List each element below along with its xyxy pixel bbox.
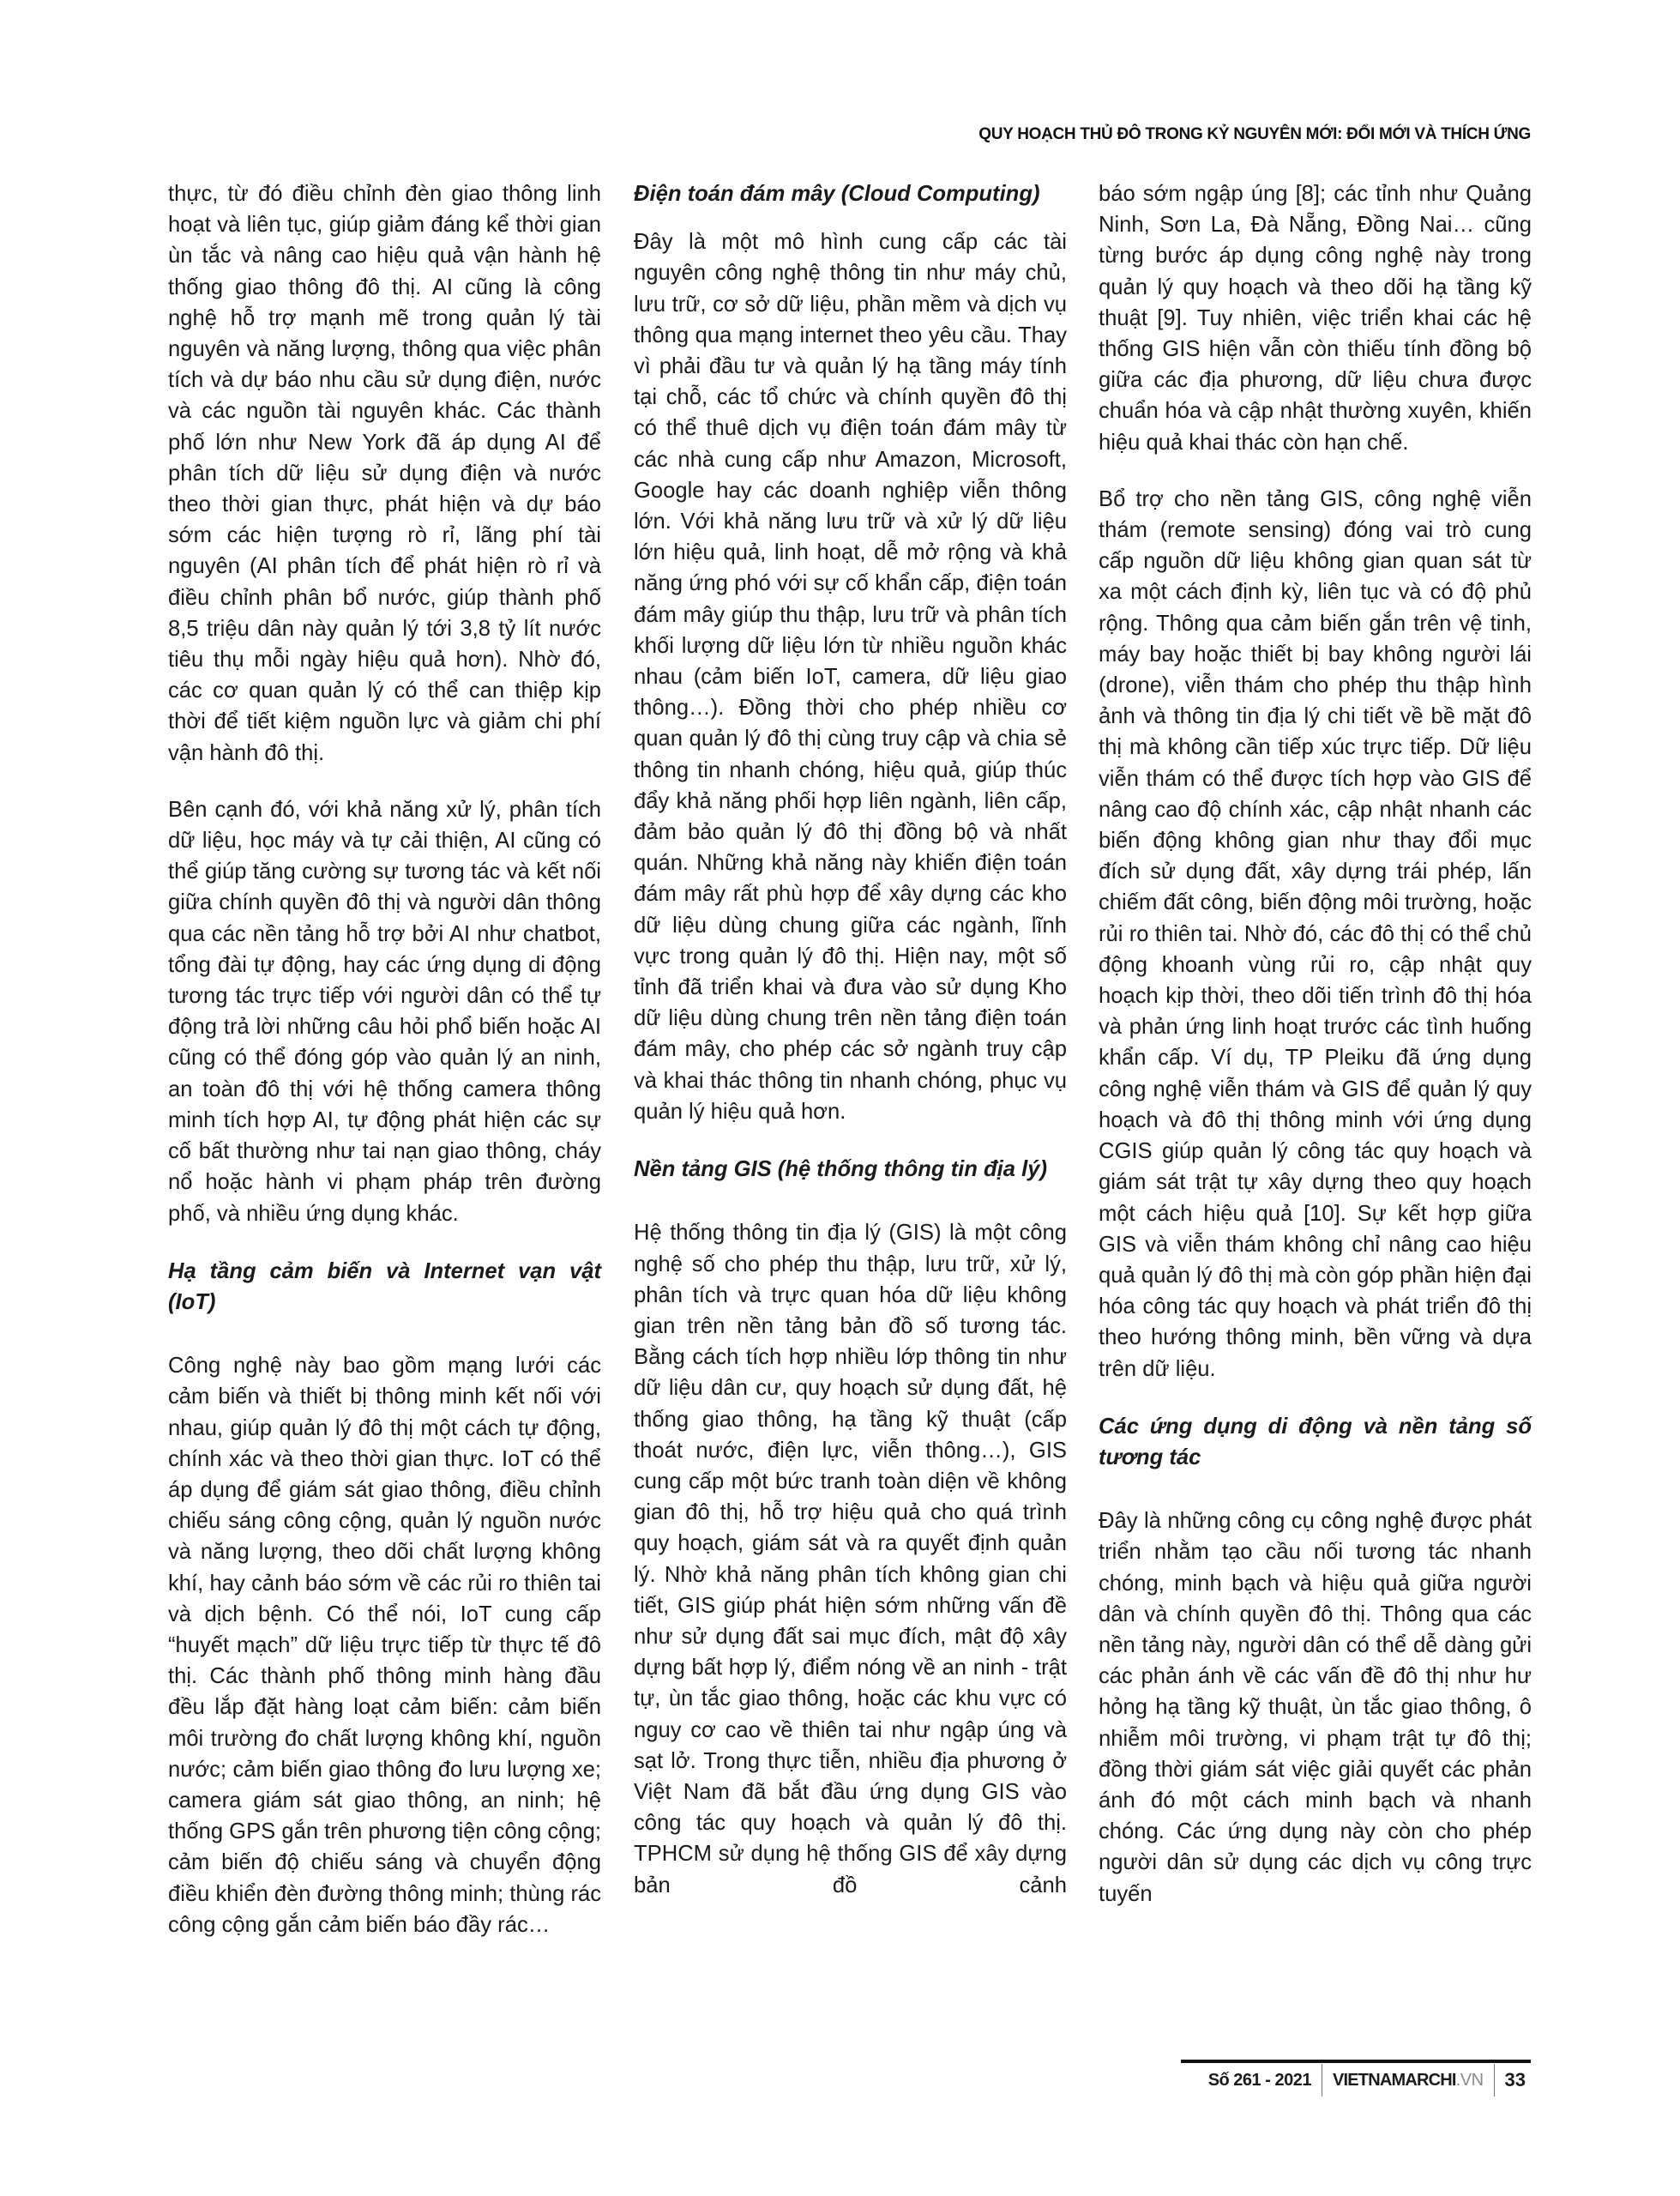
section-heading: Nền tảng GIS (hệ thống thông tin địa lý): [634, 1157, 1047, 1182]
paragraph: báo sớm ngập úng [8]; các tỉnh như Quảng Ninh, Sơn La, Đà Nẵng, Đồng Nai… cũng từng bước áp dụng công nghệ này trong quản lý quy hoạch và theo dõi hạ tầng kỹ thuật [9]. Tuy nhiên, việc triển khai các hệ thống GIS hiện vẫn còn thiếu tính đồng bộ giữa các địa phương, dữ liệu chưa được chuẩn hóa và cập nhật thường xuyên, khiến hiệu quả khai thác còn hạn chế.: [1099, 182, 1532, 455]
brand-name: VIETNAMARCHI: [1332, 2070, 1456, 2090]
paragraph: thực, từ đó điều chỉnh đèn giao thông linh hoạt và liên tục, giúp giảm đáng kể thời gian ùn tắc và nâng cao hiệu quả vận hành hệ thống giao thông đô thị. AI cũng là công nghệ hỗ trợ mạnh mẽ trong quản lý tài nguyên và năng lượng, thông qua việc phân tích và dự báo nhu cầu sử dụng điện, nước và các nguồn tài nguyên khác. Các thành phố lớn như New York đã áp dụng AI để phân tích dữ liệu sử dụng điện và nước theo thời gian thực, phát hiện và dự báo sớm các hiện tượng rò rỉ, lãng phí tài nguyên (AI phân tích để phát hiện rò rỉ và điều chỉnh phân bổ nước, giúp thành phố 8,5 triệu dân này quản lý tới 3,8 tỷ lít nước tiêu thụ mỗi ngày hiệu quả hơn). Nhờ đó, các cơ quan quản lý có thể can thiệp kịp thời để tiết kiệm nguồn lực và giảm chi phí vận hành đô thị.: [168, 182, 601, 765]
paragraph: Bổ trợ cho nền tảng GIS, công nghệ viễn thám (remote sensing) đóng vai trò cung cấp nguồn dữ liệu không gian quan sát từ xa một cách định kỳ, liên tục và có độ phủ rộng. Thông qua cảm biến gắn trên vệ tinh, máy bay hoặc thiết bị bay không người lái (drone), viễn thám cho phép thu thập hình ảnh và thông tin địa lý chi tiết về bề mặt đô thị mà không cần tiếp xúc trực tiếp. Dữ liệu viễn thám có thể được tích hợp vào GIS để nâng cao độ chính xác, cập nhật nhanh các biến động không gian như thay đổi mục đích sử dụng đất, xây dựng trái phép, lấn chiếm đất công, biến động môi trường, hoặc rủi ro thiên tai. Nhờ đó, các đô thị có thể chủ động khoanh vùng rủi ro, cập nhật quy hoạch kịp thời, theo dõi tiến trình đô thị hóa và phản ứng linh hoạt trước các tình huống khẩn cấp. Ví dụ, TP Pleiku đã ứng dụng công nghệ viễn thám và GIS để quản lý quy hoạch và đô thị thông minh với ứng dụng CGIS giúp quản lý công tác quy hoạch và giám sát trật tự xây dựng theo quy hoạch một cách hiệu quả [10]. Sự kết hợp giữa GIS và viễn thám không chỉ nâng cao hiệu quả quản lý đô thị mà còn góp phần hiện đại hóa công tác quy hoạch và phát triển đô thị theo hướng thông minh, bền vững và dựa trên dữ liệu.: [1099, 486, 1532, 1381]
page-footer: [1181, 2060, 1531, 2097]
text-column-3: [1099, 178, 1532, 1909]
issue-number: Số 261 - 2021: [1207, 2070, 1311, 2090]
brand-suffix: .VN: [1455, 2070, 1484, 2090]
section-heading: Các ứng dụng di động và nền tảng số tương tác: [1099, 1414, 1532, 1469]
text-column-1: [168, 178, 601, 1940]
paragraph: Bên cạnh đó, với khả năng xử lý, phân tích dữ liệu, học máy và tự cải thiện, AI cũng có thể giúp tăng cường sự tương tác và kết nối giữa chính quyền đô thị và người dân thông qua các nền tảng hỗ trợ bởi AI như chatbot, tổng đài tự động, hay các ứng dụng di động tương tác trực tiếp với người dân có thể tự động trả lời những câu hỏi phổ biến hoặc AI cũng có thể đóng góp vào quản lý an ninh, an toàn đô thị với hệ thống camera thông minh tích hợp AI, tự động phát hiện các sự cố bất thường như tai nạn giao thông, cháy nổ hoặc hành vi phạm pháp trên đường phố, và nhiều ứng dụng khác.: [168, 797, 601, 1226]
paragraph: Đây là những công cụ công nghệ được phát triển nhằm tạo cầu nối tương tác nhanh chóng, minh bạch và hiệu quả giữa người dân và chính quyền đô thị. Thông qua các nền tảng này, người dân có thể dễ dàng gửi các phản ánh về các vấn đề đô thị như hư hỏng hạ tầng kỹ thuật, ùn tắc giao thông, ô nhiễm môi trường, vi phạm trật tự đô thị; đồng thời giám sát việc giải quyết các phản ánh đó một cách minh bạch và nhanh chóng. Các ứng dụng này còn cho phép người dân sử dụng các dịch vụ công trực tuyến: [1099, 1509, 1532, 1906]
paragraph: Công nghệ này bao gồm mạng lưới các cảm biến và thiết bị thông minh kết nối với nhau, giúp quản lý đô thị một cách tự động, chính xác và theo thời gian thực. IoT có thể áp dụng để giám sát giao thông, điều chỉnh chiếu sáng công cộng, quản lý nguồn nước và năng lượng, theo dõi chất lượng không khí, hay cảnh báo sớm về các rủi ro thiên tai và dịch bệnh. Có thể nói, IoT cung cấp “huyết mạch” dữ liệu trực tiếp từ thực tế đô thị. Các thành phố thông minh hàng đầu đều lắp đặt hàng loạt cảm biến: cảm biến môi trường đo chất lượng không khí, nguồn nước; cảm biến giao thông đo lưu lượng xe; camera giám sát giao thông, an ninh; hệ thống GPS gắn trên phương tiện công cộng; cảm biến độ chiếu sáng và chuyển động điều khiển đèn đường thông minh; thùng rác công cộng gắn cảm biến báo đầy rác…: [168, 1354, 601, 1937]
publication-brand: [1322, 2064, 1494, 2096]
section-heading: Hạ tầng cảm biến và Internet vạn vật (IoT): [168, 1258, 601, 1314]
page-number: 33: [1504, 2069, 1526, 2090]
text-column-2: [634, 178, 1067, 1901]
section-heading: Điện toán đám mây (Cloud Computing): [634, 182, 1040, 206]
paragraph: Đây là một mô hình cung cấp các tài nguyên công nghệ thông tin như máy chủ, lưu trữ, cơ sở dữ liệu, phần mềm và dịch vụ thông qua mạng internet theo yêu cầu. Thay vì phải đầu tư và quản lý hạ tầng máy tính tại chỗ, các tổ chức và chính quyền đô thị có thể thuê dịch vụ điện toán đám mây từ các nhà cung cấp như Amazon, Microsoft, Google hay các doanh nghiệp viễn thông lớn. Với khả năng lưu trữ và xử lý dữ liệu lớn hiệu quả, linh hoạt, dễ mở rộng và khả năng ứng phó với sự cố khẩn cấp, điện toán đám mây giúp thu thập, lưu trữ và phân tích khối lượng dữ liệu lớn từ nhiều nguồn khác nhau (cảm biến IoT, camera, dữ liệu giao thông…). Đồng thời cho phép nhiều cơ quan quản lý đô thị cùng truy cập và chia sẻ thông tin nhanh chóng, hiệu quả, giúp thúc đẩy khả năng phối hợp liên ngành, liên cấp, đảm bảo quản lý đô thị đồng bộ và nhất quán. Những khả năng này khiến điện toán đám mây rất phù hợp để xây dựng các kho dữ liệu dùng chung giữa các ngành, lĩnh vực trong quản lý đô thị. Hiện nay, một số tỉnh đã triển khai và đưa vào sử dụng Kho dữ liệu dùng chung trên nền tảng điện toán đám mây, cho phép các sở ngành truy cập và khai thác thông tin nhanh chóng, phục vụ quản lý hiệu quả hơn.: [634, 230, 1067, 1124]
paragraph: Hệ thống thông tin địa lý (GIS) là một công nghệ số cho phép thu thập, lưu trữ, xử lý, phân tích và trực quan hóa dữ liệu không gian trên nền tảng bản đồ số tương tác. Bằng cách tích hợp nhiều lớp thông tin như dữ liệu dân cư, quy hoạch sử dụng đất, hệ thống giao thông, hạ tầng kỹ thuật (cấp thoát nước, điện lực, viễn thông…), GIS cung cấp một bức tranh toàn diện về không gian đô thị, hỗ trợ hiệu quả cho quá trình quy hoạch, giám sát và ra quyết định quản lý. Nhờ khả năng phân tích không gian chi tiết, GIS giúp phát hiện sớm những vấn đề như sử dụng đất sai mục đích, mật độ xây dựng bất hợp lý, điểm nóng về an ninh - trật tự, ùn tắc giao thông, hoặc các khu vực có nguy cơ cao về thiên tai như ngập úng và sạt lở. Trong thực tiễn, nhiều địa phương ở Việt Nam đã bắt đầu ứng dụng GIS vào công tác quy hoạch và quản lý đô thị. TPHCM sử dụng hệ thống GIS để xây dựng bản đồ cảnh: [634, 1221, 1067, 1897]
running-header-title: QUY HOẠCH THỦ ĐÔ TRONG KỶ NGUYÊN MỚI: ĐỔI MỚI VÀ THÍCH ỨNG: [978, 125, 1531, 143]
